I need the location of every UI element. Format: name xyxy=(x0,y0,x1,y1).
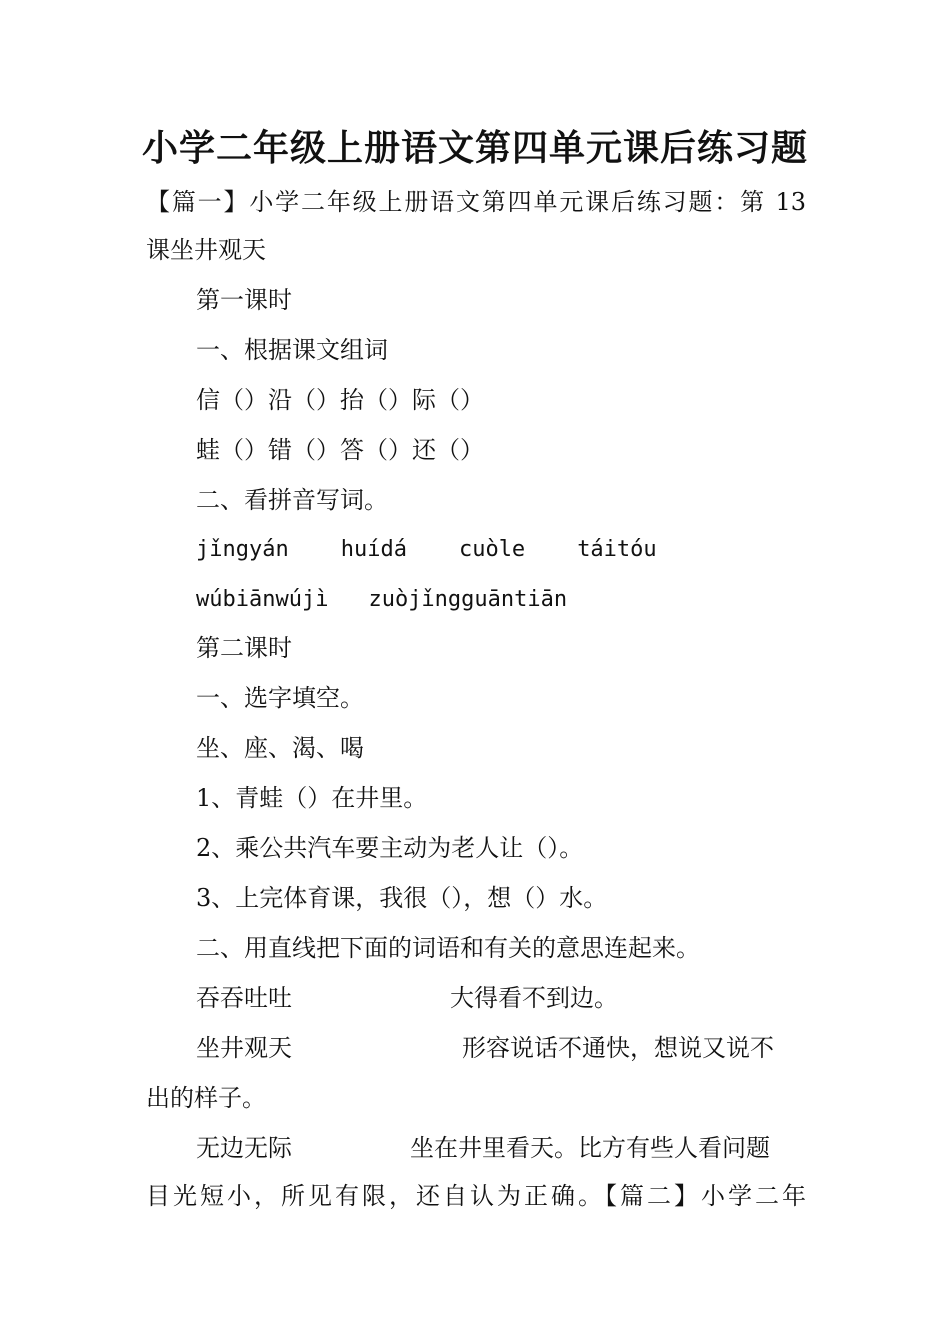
intro-line-2: 课坐井观天 xyxy=(146,236,266,264)
lesson-1-question-1-heading: 一、根据课文组词 xyxy=(196,336,388,364)
page-title: 小学二年级上册语文第四单元课后练习题 xyxy=(141,127,808,169)
match-term-2: 坐井观天 xyxy=(196,1034,292,1062)
match-term-3: 无边无际 xyxy=(196,1134,292,1162)
lesson-1-heading: 第一课时 xyxy=(196,286,292,314)
fill-blank-item-3: 3、上完体育课，我很（），想（）水。 xyxy=(196,884,608,912)
pinyin-word: jǐngyán xyxy=(196,537,289,562)
pinyin-word: zuòjǐngguāntiān xyxy=(368,587,568,612)
pinyin-row-2 xyxy=(196,582,567,618)
match-meaning-2-continued: 出的样子。 xyxy=(146,1084,266,1112)
fill-blank-item-1: 1、青蛙（）在井里。 xyxy=(196,784,428,812)
word-building-row-1: 信（）沿（）抬（）际（） xyxy=(196,386,484,414)
pinyin-word: cuòle xyxy=(458,537,526,562)
intro-line-1: 【篇一】小学二年级上册语文第四单元课后练习题：第 13 xyxy=(146,188,806,216)
word-building-row-2: 蛙（）错（）答（）还（） xyxy=(196,436,484,464)
lesson-2-heading: 第二课时 xyxy=(196,634,292,662)
lesson-1-question-2-heading: 二、看拼音写词。 xyxy=(196,486,388,514)
fill-blank-item-2: 2、乘公共汽车要主动为老人让（）。 xyxy=(196,834,584,862)
match-meaning-3-continued: 目光短小，所见有限，还自认为正确。【篇二】小学二年 xyxy=(146,1182,806,1210)
pinyin-word: wúbiānwújì xyxy=(196,587,329,612)
match-meaning-2: 形容说话不通快，想说又说不 xyxy=(462,1034,774,1062)
character-options: 坐、座、渴、喝 xyxy=(196,734,364,762)
pinyin-word: táitóu xyxy=(577,537,657,562)
match-meaning-3: 坐在井里看天。比方有些人看问题 xyxy=(410,1134,770,1162)
match-meaning-1: 大得看不到边。 xyxy=(450,984,618,1012)
lesson-2-question-1-heading: 一、选字填空。 xyxy=(196,684,364,712)
pinyin-word: huídá xyxy=(340,537,407,562)
lesson-2-question-2-heading: 二、用直线把下面的词语和有关的意思连起来。 xyxy=(196,934,700,962)
pinyin-row-1 xyxy=(196,532,657,568)
match-term-1: 吞吞吐吐 xyxy=(196,984,292,1012)
